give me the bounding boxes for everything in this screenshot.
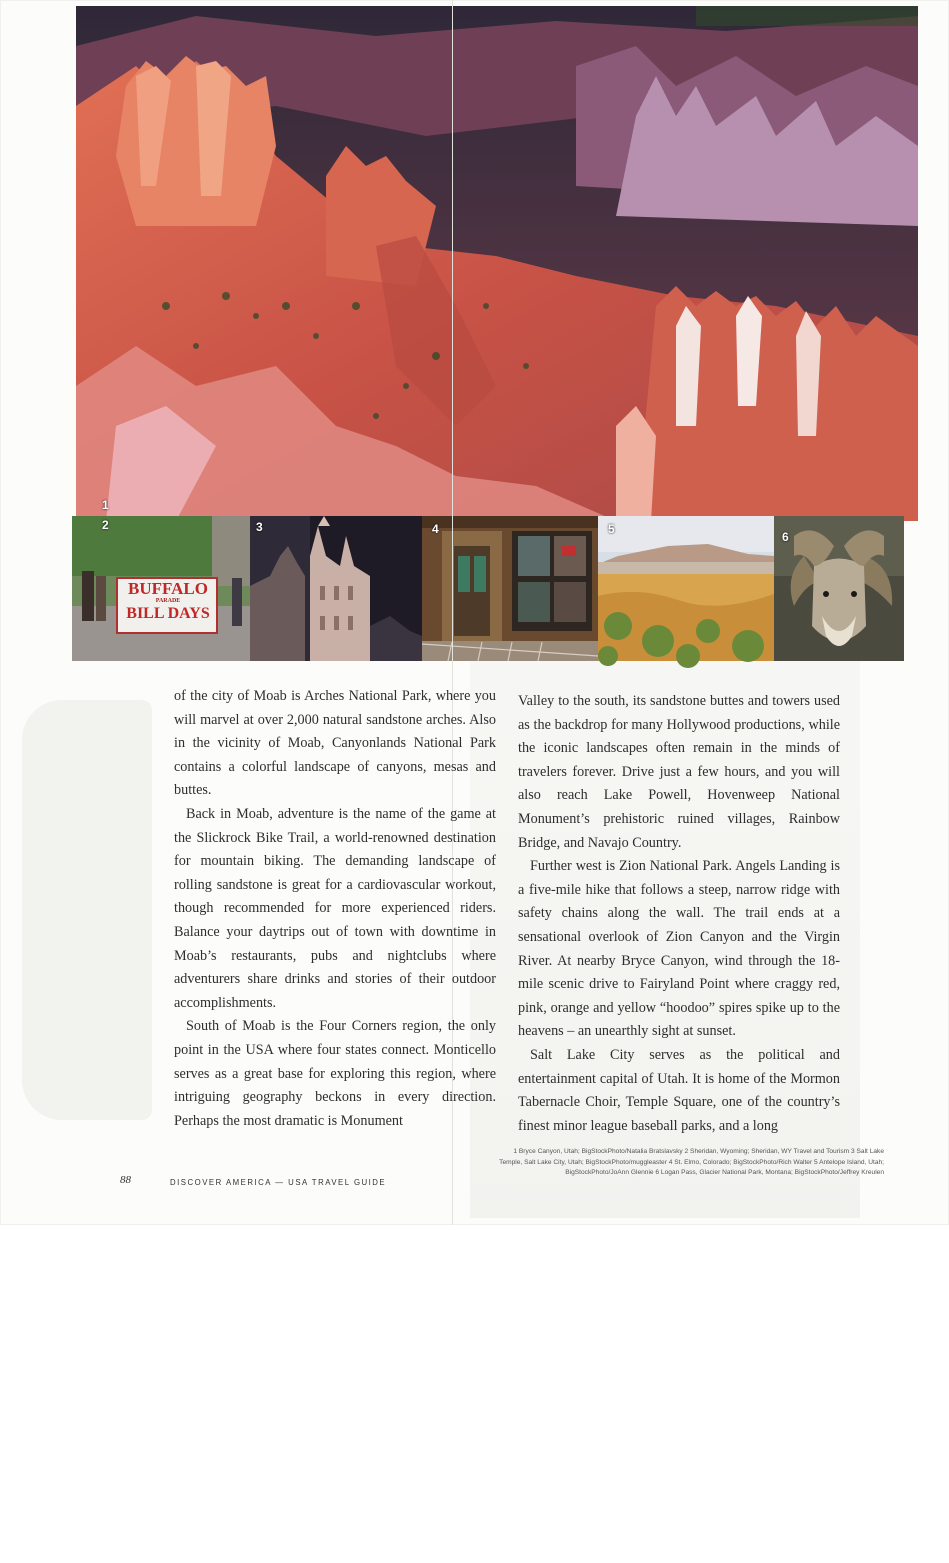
running-footer: DISCOVER AMERICA — USA TRAVEL GUIDE xyxy=(170,1178,387,1187)
bryce-canyon-photo xyxy=(76,6,918,521)
salt-lake-temple-photo xyxy=(250,516,422,661)
sign-line-2: BILL DAYS xyxy=(126,605,210,622)
photo-strip xyxy=(72,498,904,661)
bleed-through-shadow xyxy=(22,700,152,1120)
body-column-left xyxy=(174,685,496,1133)
st-elmo-storefront-photo xyxy=(422,516,598,661)
page-number: 88 xyxy=(120,1174,131,1186)
paragraph: Further west is Zion National Park. Angels Landing is a five-mile hike that follows a steep, narrow ridge with safety chains along the wall. The trail ends at a sensational overlook of Zion Canyon and the Virgin River. At nearby Bryce Canyon, wind through the 18-mile scenic drive to Fairyland Point where craggy red, pink, orange and yellow “hoodoo” spires spike up to the heavens – an unearthly sight at sunset. xyxy=(518,858,840,1040)
sign-small-text: PARADE xyxy=(155,598,181,604)
photo-number-6: 6 xyxy=(782,530,789,544)
body-column-right xyxy=(518,690,840,1138)
parade-sign xyxy=(120,580,216,623)
photo-number-5: 5 xyxy=(608,522,615,536)
paragraph: Valley to the south, its sandstone buttes and towers used as the backdrop for many Hollywood productions, while the iconic landscapes often remain in the minds of travelers forever. Drive just a few hours, and you will also reach Lake Powell, Hovenweep National Monument’s prehistoric ruined villages, Rainbow Bridge, and Navajo Country. xyxy=(518,693,840,851)
antelope-island-photo xyxy=(598,516,774,661)
paragraph: Back in Moab, adventure is the name of the game at the Slickrock Bike Trail, a world-renowned destination for mountain biking. The demanding landscape of rolling sandstone is great for a cardiovascular workout, though recommended for more experienced riders. Balance your daytrips out of town with downtime in Moab’s restaurants, pubs and nightclubs where adventurers share drinks and stories of their outdoor accomplishments. xyxy=(174,805,496,1011)
paragraph: South of Moab is the Four Corners region, the only point in the USA where four states connect. Monticello serves as a great base for exploring this region, where intriguing geography beckons in every direction. Perhaps the most dramatic is Monument xyxy=(174,1018,496,1129)
paragraph: of the city of Moab is Arches National Park, where you will marvel at over 2,000 natural sandstone arches. Also in the vicinity of Moab, Canyonlands National Park contains a colorful landscape of canyons, mesas and buttes. xyxy=(174,688,496,799)
photo-credits: 1 Bryce Canyon, Utah; BigStockPhoto/Natalia Bratslavsky 2 Sheridan, Wyoming; Sheridan, WY Travel and Tourism 3 Salt Lake Temple, Salt Lake City, Utah; BigStockPhoto/muggleaster 4 St. Elmo, Colorado; BigStockPhoto/Rich Walter 5 Antelope Island, Utah; BigStockPhoto/JoAnn Glennie 6 Logan Pass, Glacier National Park, Montana; BigStockPhoto/Jeffrey Kreulen xyxy=(499,1148,884,1176)
photo-number-4: 4 xyxy=(432,522,439,536)
bighorn-sheep-photo xyxy=(774,516,904,661)
sign-line-1: BUFFALO xyxy=(128,579,208,598)
photo-number-3: 3 xyxy=(256,520,263,534)
parade-photo xyxy=(72,498,250,661)
photo-number-1: 1 xyxy=(102,498,109,512)
paragraph: Salt Lake City serves as the political and entertainment capital of Utah. It is home of the Mormon Tabernacle Choir, Temple Square, one of the country’s finest minor league baseball parks, and a long xyxy=(518,1046,840,1134)
photo-number-2: 2 xyxy=(102,518,109,532)
